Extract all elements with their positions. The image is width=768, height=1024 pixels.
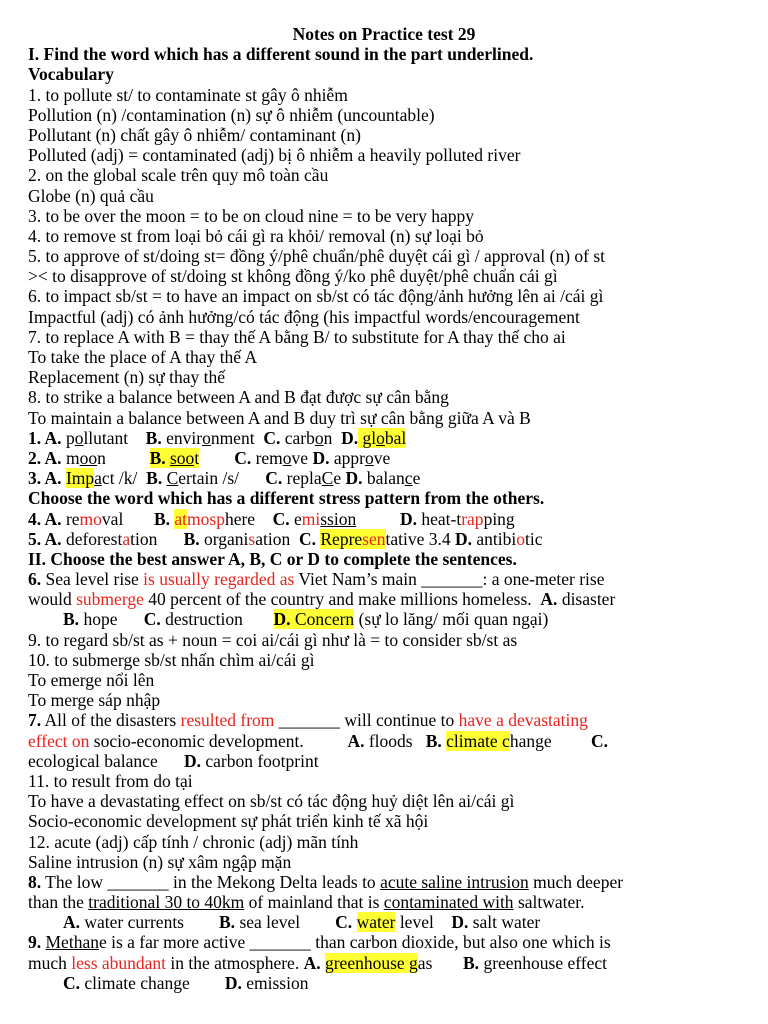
text-line	[28, 307, 740, 327]
text-span: 6.	[28, 569, 42, 590]
text-span: disaster	[557, 589, 616, 610]
text-line	[28, 468, 740, 488]
text-span: B.	[149, 447, 166, 468]
text-span: emission	[241, 972, 309, 993]
text-span: ct /k/	[101, 468, 147, 489]
text-span: D.	[312, 447, 330, 468]
text-line	[28, 448, 740, 468]
text-span: Vocabulary	[28, 64, 114, 85]
text-span: C	[166, 468, 179, 489]
text-span: C	[321, 468, 334, 489]
text-span: salt water	[468, 912, 541, 933]
text-span: A.	[63, 912, 81, 933]
text-span: destruction	[160, 609, 274, 630]
text-span: 9.	[28, 932, 42, 953]
text-span: 1. to pollute st/ to contaminate st gây ô nhiễm	[28, 84, 348, 105]
text-span: sea level	[235, 912, 336, 933]
text-span: level	[395, 912, 452, 933]
text-span: C.	[590, 730, 608, 751]
text-span: carbon footprint	[200, 750, 319, 771]
text-span: Sea level rise	[41, 569, 144, 590]
text-line	[28, 509, 740, 529]
text-line	[28, 912, 740, 932]
text-line	[28, 973, 740, 993]
text-span: C.	[335, 912, 353, 933]
text-span: s	[248, 528, 256, 549]
text-span: hange	[509, 730, 591, 751]
text-span: hope	[79, 609, 144, 630]
text-span: ertain /s/	[178, 468, 266, 489]
text-span: balan	[362, 468, 405, 489]
text-span: oo	[79, 447, 98, 468]
text-span: To maintain a balance between A and B duy trì sự cân bằng giữa A và B	[28, 407, 531, 428]
text-line	[28, 690, 740, 710]
text-span: in the atmosphere.	[166, 952, 304, 973]
text-span: D.	[455, 528, 473, 549]
text-line	[28, 731, 740, 751]
text-span: submerge	[76, 589, 144, 610]
text-span: Polluted (adj) = contaminated (adj) bị ô nhiễm a heavily polluted river	[28, 145, 521, 166]
text-span: re	[61, 508, 80, 529]
text-span: effect on	[28, 730, 90, 751]
text-line	[28, 872, 740, 892]
text-span: gl	[358, 427, 377, 448]
page-title: Notes on Practice test 29	[292, 24, 476, 44]
text-span: 1. A.	[28, 427, 62, 448]
text-span: All of the disasters	[41, 710, 181, 731]
text-span: C.	[234, 447, 252, 468]
text-span: rem	[251, 447, 283, 468]
text-span: Pollutant (n) chất gây ô nhiễm/ contaminant (n)	[28, 124, 361, 145]
text-span: o	[282, 447, 292, 468]
text-span: o	[364, 447, 374, 468]
text-span: o	[314, 427, 324, 448]
text-span: water currents	[80, 912, 219, 933]
text-span: water	[356, 912, 396, 933]
text-span: Methan	[45, 932, 99, 953]
text-span: Globe (n) quả cầu	[28, 185, 154, 206]
text-span: B.	[146, 468, 163, 489]
text-span: To merge sáp nhập	[28, 690, 161, 711]
text-line	[28, 670, 740, 690]
text-span: 11. to result from do tại	[28, 770, 193, 791]
text-span: The low _______ in the Mekong Delta leads to	[41, 871, 381, 892]
text-span: nment	[210, 427, 264, 448]
text-span: e	[333, 468, 346, 489]
text-span: acute saline intrusion	[380, 871, 529, 892]
text-span: climate c	[446, 730, 510, 751]
document-page	[28, 24, 740, 993]
text-span: Socio-economic development sự phát triển kinh tế xã hội	[28, 811, 429, 832]
text-span: 3. A.	[28, 468, 62, 489]
text-span: Pollution (n) /contamination (n) sự ô nhiễm (uncountable)	[28, 104, 435, 125]
text-span: climate change	[80, 972, 225, 993]
text-line	[28, 549, 740, 569]
text-span: B.	[63, 609, 80, 630]
text-span: ve	[291, 447, 313, 468]
text-span: greenhouse effect	[479, 952, 608, 973]
text-line	[28, 165, 740, 185]
text-span: less abundant	[71, 952, 167, 973]
text-line	[28, 569, 740, 589]
text-span: C.	[272, 508, 290, 529]
text-span: 8. to strike a balance between A and B đạt được sự cân bằng	[28, 387, 449, 408]
text-span: rap	[461, 508, 484, 529]
text-span: socio-economic development.	[89, 730, 348, 751]
text-span: tion	[130, 528, 184, 549]
text-span: is usually regarded as	[143, 569, 295, 590]
text-span: B.	[463, 952, 480, 973]
text-line	[28, 771, 740, 791]
text-span: a	[94, 468, 102, 489]
text-span: have a devastating	[458, 710, 588, 731]
text-line	[28, 327, 740, 347]
text-span: mosp	[187, 508, 225, 529]
text-span: Concern	[290, 609, 355, 630]
text-span: 4. A.	[28, 508, 62, 529]
text-span: C.	[298, 528, 316, 549]
text-span: _______ will continue to	[274, 710, 459, 731]
text-span: n	[97, 447, 150, 468]
text-span: repla	[282, 468, 322, 489]
text-line	[28, 44, 740, 64]
text-span: floods	[364, 730, 426, 751]
text-span: o	[376, 427, 385, 448]
text-span: much	[28, 952, 72, 973]
text-span: B.	[425, 730, 442, 751]
text-span: 2. on the global scale trên quy mô toàn cầu	[28, 165, 329, 186]
text-span: saltwater.	[513, 892, 585, 913]
text-line	[28, 932, 740, 952]
text-span: Viet Nam’s main _______: a one-meter rise	[294, 569, 605, 590]
text-span: e	[289, 508, 302, 529]
text-span: o	[516, 528, 525, 549]
text-span: a	[122, 528, 131, 549]
text-span: II. Choose the best answer A, B, C or D to complete the sentences.	[28, 548, 517, 569]
text-line	[28, 85, 740, 105]
text-line	[28, 852, 740, 872]
text-span: 12. acute (adj) cấp tính / chronic (adj) mãn tính	[28, 831, 359, 852]
text-span: soo	[170, 447, 195, 468]
text-span: Impactful (adj) có ảnh hưởng/có tác động (his impactful words/encouragement	[28, 306, 580, 327]
text-span: than the	[28, 892, 89, 913]
text-span: c	[404, 468, 413, 489]
text-span: o	[74, 427, 84, 448]
text-line	[28, 529, 740, 549]
document-body	[28, 44, 740, 993]
text-span: m	[61, 447, 80, 468]
text-span: D.	[183, 750, 201, 771]
text-line	[28, 751, 740, 771]
text-span	[356, 509, 400, 529]
text-line	[28, 589, 740, 609]
text-span: llutant	[83, 427, 146, 448]
text-span: B.	[153, 508, 170, 529]
text-span: 9. to regard sb/st as + noun = coi ai/cái gì như là = to consider sb/st as	[28, 629, 518, 650]
text-span: To take the place of A thay thế A	[28, 347, 258, 367]
text-span: greenhouse g	[324, 952, 418, 973]
text-span: D.	[273, 609, 291, 630]
text-span: Repre	[320, 528, 363, 549]
text-span: contaminated with	[383, 892, 514, 913]
text-line	[28, 206, 740, 226]
text-line	[28, 226, 740, 246]
text-span: p	[61, 427, 75, 448]
text-span: (sự lo lăng/ mối quan ngại)	[354, 609, 549, 630]
text-span: carb	[280, 427, 315, 448]
text-span: here	[224, 508, 273, 529]
text-span: deforest	[61, 528, 123, 549]
text-span	[28, 973, 63, 993]
text-span	[199, 448, 234, 468]
text-span: 4. to remove st from loại bỏ cái gì ra khỏi/ removal (n) sự loại bỏ	[28, 225, 484, 246]
text-span: ve	[373, 447, 391, 468]
text-line	[28, 630, 740, 650]
text-span: of mainland that is	[244, 892, 384, 913]
text-line	[28, 105, 740, 125]
text-span: heat-t	[416, 508, 462, 529]
text-line	[28, 408, 740, 428]
text-line	[28, 246, 740, 266]
text-span: appr	[329, 447, 365, 468]
text-span: much deeper	[528, 871, 624, 892]
text-span: D.	[345, 468, 363, 489]
text-line	[28, 286, 740, 306]
text-span: 6. to impact sb/st = to have an impact on sb/st có tác động/ảnh hưởng lên ai /cái gì	[28, 286, 604, 307]
text-span: To emerge nổi lên	[28, 670, 155, 690]
text-span: D.	[399, 508, 417, 529]
text-span: as	[417, 952, 463, 973]
text-span: C.	[143, 609, 161, 630]
text-span: Choose the word which has a different stress pattern from the others.	[28, 488, 545, 509]
text-span: A.	[303, 952, 321, 973]
text-span: B.	[219, 912, 236, 933]
text-span: bal	[384, 427, 407, 448]
text-span: would	[28, 589, 77, 610]
text-span	[352, 912, 356, 932]
text-span: ssion	[320, 508, 357, 529]
text-line	[28, 186, 740, 206]
text-line	[28, 832, 740, 852]
text-span: B.	[145, 427, 162, 448]
text-span: 2. A.	[28, 447, 62, 468]
text-span: sen	[362, 528, 386, 549]
text-span: o	[202, 427, 211, 448]
text-span: C.	[63, 972, 81, 993]
text-span: e is a far more active _______ than carbon dioxide, but also one which is	[98, 932, 611, 953]
text-span: 5. A.	[28, 528, 62, 549]
text-span: t	[194, 447, 200, 468]
text-span: tic	[525, 528, 543, 549]
text-span: Replacement (n) sự thay thế	[28, 367, 226, 388]
text-line	[28, 125, 740, 145]
text-span: 3. to be over the moon = to be on cloud nine = to be very happy	[28, 205, 474, 226]
text-line	[28, 428, 740, 448]
text-span: organi	[199, 528, 249, 549]
text-span: mo	[79, 508, 102, 529]
text-span: antibi	[472, 528, 517, 549]
text-span: A.	[347, 730, 365, 751]
text-line	[28, 145, 740, 165]
text-span: 7. to replace A with B = thay thế A bằng B/ to substitute for A thay thế cho ai	[28, 326, 566, 347]
text-span: B.	[183, 528, 200, 549]
text-span: D.	[341, 427, 359, 448]
text-span: >< to disapprove of st/doing st không đồng ý/ko phê duyệt/phê chuẩn cái gì	[28, 266, 558, 287]
text-span: mi	[301, 508, 321, 529]
text-line	[28, 387, 740, 407]
text-line	[28, 347, 740, 367]
text-line	[28, 811, 740, 831]
text-span: 40 percent of the country and make millions homeless.	[143, 589, 541, 610]
text-span: Saline intrusion (n) sự xâm ngập mặn	[28, 851, 292, 872]
text-line	[28, 64, 740, 84]
text-span: 10. to submerge sb/st nhấn chìm ai/cái gì	[28, 649, 315, 670]
text-span: ping	[483, 508, 515, 529]
text-span: val	[101, 508, 154, 529]
text-span	[28, 912, 63, 932]
text-span: resulted from	[180, 710, 275, 731]
text-line	[28, 953, 740, 973]
text-span: ation	[255, 528, 299, 549]
text-span: e	[412, 468, 421, 489]
text-span: To have a devastating effect on sb/st có tác động huỷ diệt lên ai/cái gì	[28, 791, 515, 812]
text-span: A.	[540, 589, 558, 610]
text-span: ecological balance	[28, 750, 184, 771]
text-line	[28, 609, 740, 629]
text-span: C.	[263, 427, 281, 448]
text-span: I. Find the word which has a different sound in the part underlined.	[28, 44, 534, 65]
text-line	[28, 650, 740, 670]
text-span: n	[323, 427, 342, 448]
text-line	[28, 710, 740, 730]
text-span: traditional 30 to 40km	[88, 892, 245, 913]
text-line	[28, 266, 740, 286]
text-line	[28, 791, 740, 811]
text-span: C.	[265, 468, 283, 489]
text-span: Imp	[65, 468, 95, 489]
text-line	[28, 892, 740, 912]
text-span	[28, 609, 63, 629]
text-span: tative 3.4	[385, 528, 455, 549]
text-span: D.	[451, 912, 469, 933]
text-span: 8.	[28, 871, 42, 892]
text-span: 7.	[28, 710, 42, 731]
text-span: D.	[224, 972, 242, 993]
text-line	[28, 367, 740, 387]
text-line	[28, 488, 740, 508]
text-span: envir	[161, 427, 203, 448]
text-span: 5. to approve of st/doing st= đồng ý/phê chuẩn/phê duyệt cái gì / approval (n) of st	[28, 246, 606, 267]
text-span: at	[174, 508, 188, 529]
